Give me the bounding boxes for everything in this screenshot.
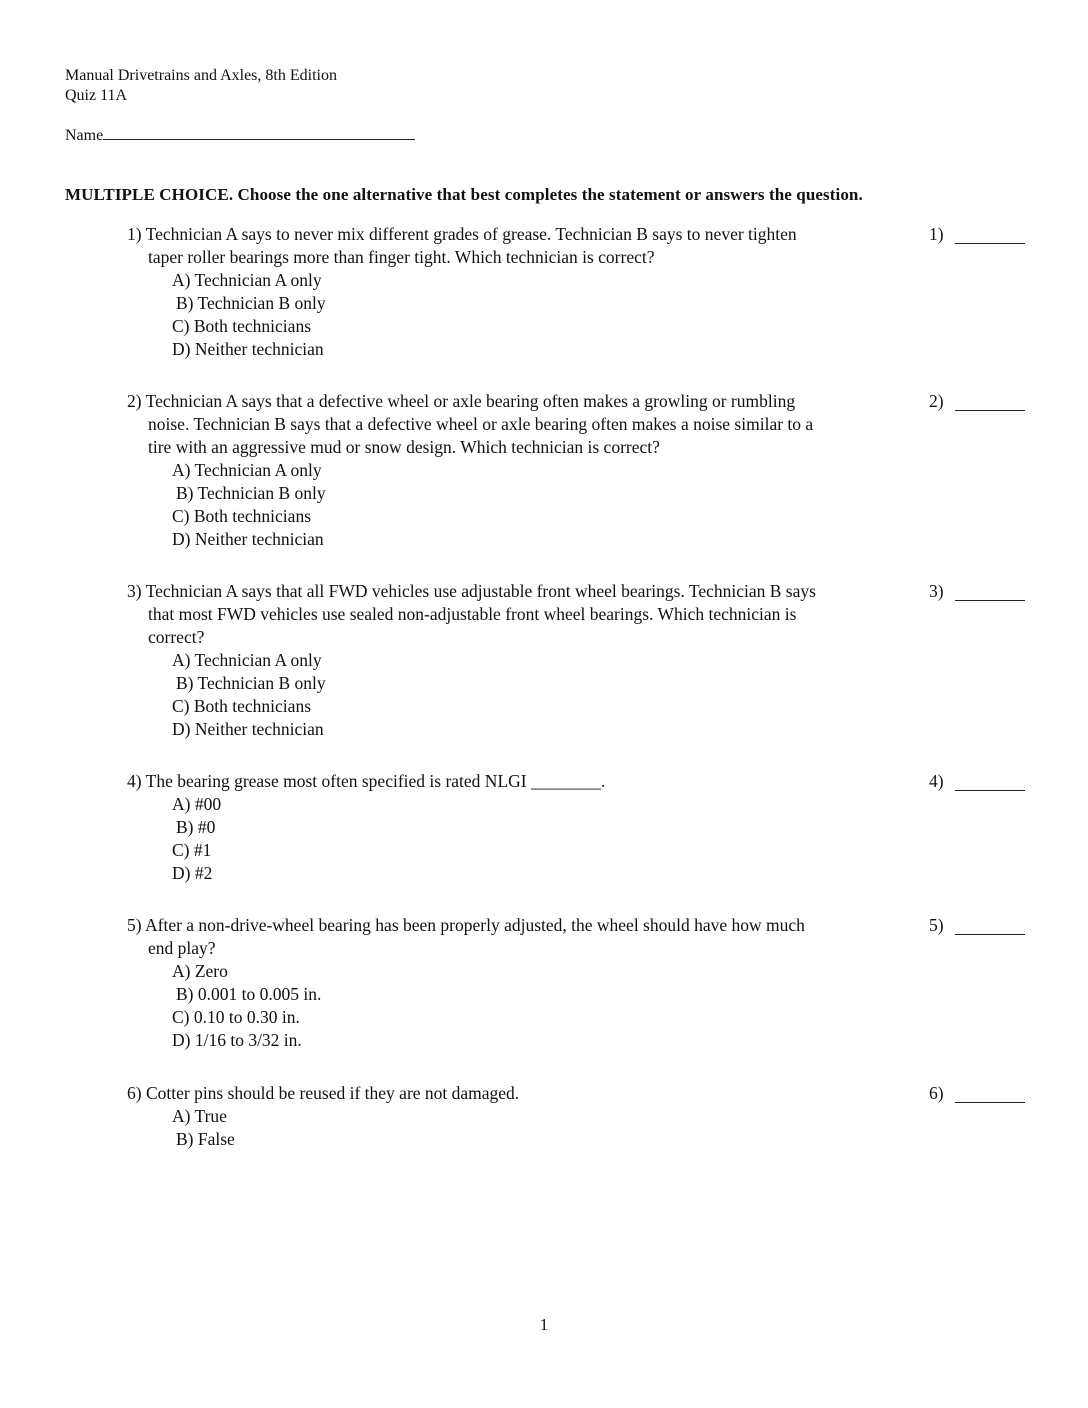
name-blank[interactable]: [103, 125, 415, 140]
answer-option[interactable]: C) Both technicians: [172, 316, 312, 336]
answer-option[interactable]: C) #1: [172, 840, 212, 860]
answer-option[interactable]: D) 1/16 to 3/32 in.: [172, 1030, 302, 1050]
answer-number: 3): [929, 581, 944, 601]
answer-option[interactable]: B) Technician B only: [176, 293, 326, 313]
question-text-line: noise. Technician B says that a defective wheel or axle bearing often makes a noise similar to a: [148, 414, 814, 434]
answer-option[interactable]: D) Neither technician: [172, 719, 324, 739]
question-text-line: end play?: [148, 938, 216, 958]
answer-option[interactable]: C) Both technicians: [172, 506, 312, 526]
course-title: Manual Drivetrains and Axles, 8th Edition: [65, 67, 337, 84]
question-text-line: that most FWD vehicles use sealed non-adjustable front wheel bearings. Which technician is: [148, 604, 797, 624]
name-label: Name: [65, 127, 104, 144]
answer-blank[interactable]: [955, 790, 1025, 791]
answer-number: 4): [929, 771, 944, 791]
answer-option[interactable]: A) Technician A only: [172, 650, 322, 670]
instructions: MULTIPLE CHOICE. Choose the one alternative that best completes the statement or answers the question.: [65, 185, 863, 204]
question-text-line: tire with an aggressive mud or snow design. Which technician is correct?: [148, 437, 660, 457]
answer-blank[interactable]: [955, 600, 1025, 601]
answer-blank[interactable]: [955, 243, 1025, 244]
answer-option[interactable]: B) #0: [176, 817, 216, 837]
question-text-line: 1) Technician A says to never mix different grades of grease. Technician B says to never tighten: [127, 224, 797, 244]
answer-option[interactable]: A) True: [172, 1106, 227, 1126]
page-number: 1: [539, 1315, 549, 1334]
answer-option[interactable]: B) 0.001 to 0.005 in.: [176, 984, 322, 1004]
answer-option[interactable]: A) Technician A only: [172, 270, 322, 290]
question-2: [127, 390, 927, 551]
question-text-line: correct?: [148, 627, 205, 647]
answer-option[interactable]: C) Both technicians: [172, 696, 312, 716]
question-text-line: 2) Technician A says that a defective wheel or axle bearing often makes a growling or rumbling: [127, 391, 796, 411]
question-text-line: 5) After a non-drive-wheel bearing has been properly adjusted, the wheel should have how much: [127, 915, 805, 935]
question-3: [127, 580, 927, 741]
answer-option[interactable]: B) False: [176, 1129, 235, 1149]
question-1: [127, 223, 927, 361]
question-text-line: 3) Technician A says that all FWD vehicles use adjustable front wheel bearings. Technician B says: [127, 581, 816, 601]
answer-option[interactable]: B) Technician B only: [176, 483, 326, 503]
name-field[interactable]: [65, 125, 415, 145]
answer-number: 1): [929, 224, 944, 244]
answer-option[interactable]: C) 0.10 to 0.30 in.: [172, 1007, 300, 1027]
quiz-title: Quiz 11A: [65, 87, 128, 104]
answer-option[interactable]: D) Neither technician: [172, 529, 324, 549]
answer-number: 5): [929, 915, 944, 935]
question-text-line: 6) Cotter pins should be reused if they are not damaged.: [127, 1083, 520, 1103]
answer-option[interactable]: A) #00: [172, 794, 222, 814]
answer-option[interactable]: A) Zero: [172, 961, 228, 981]
answer-option[interactable]: D) #2: [172, 863, 213, 883]
question-text-line: 4) The bearing grease most often specified is rated NLGI ________.: [127, 771, 606, 791]
answer-blank[interactable]: [955, 410, 1025, 411]
question-5: [127, 914, 927, 1052]
answer-blank[interactable]: [955, 934, 1025, 935]
answer-option[interactable]: B) Technician B only: [176, 673, 326, 693]
answer-option[interactable]: A) Technician A only: [172, 460, 322, 480]
question-6: [127, 1082, 927, 1151]
question-text-line: taper roller bearings more than finger tight. Which technician is correct?: [148, 247, 655, 267]
answer-number: 2): [929, 391, 944, 411]
answer-option[interactable]: D) Neither technician: [172, 339, 324, 359]
answer-blank[interactable]: [955, 1102, 1025, 1103]
question-4: [127, 770, 927, 885]
answer-number: 6): [929, 1083, 944, 1103]
